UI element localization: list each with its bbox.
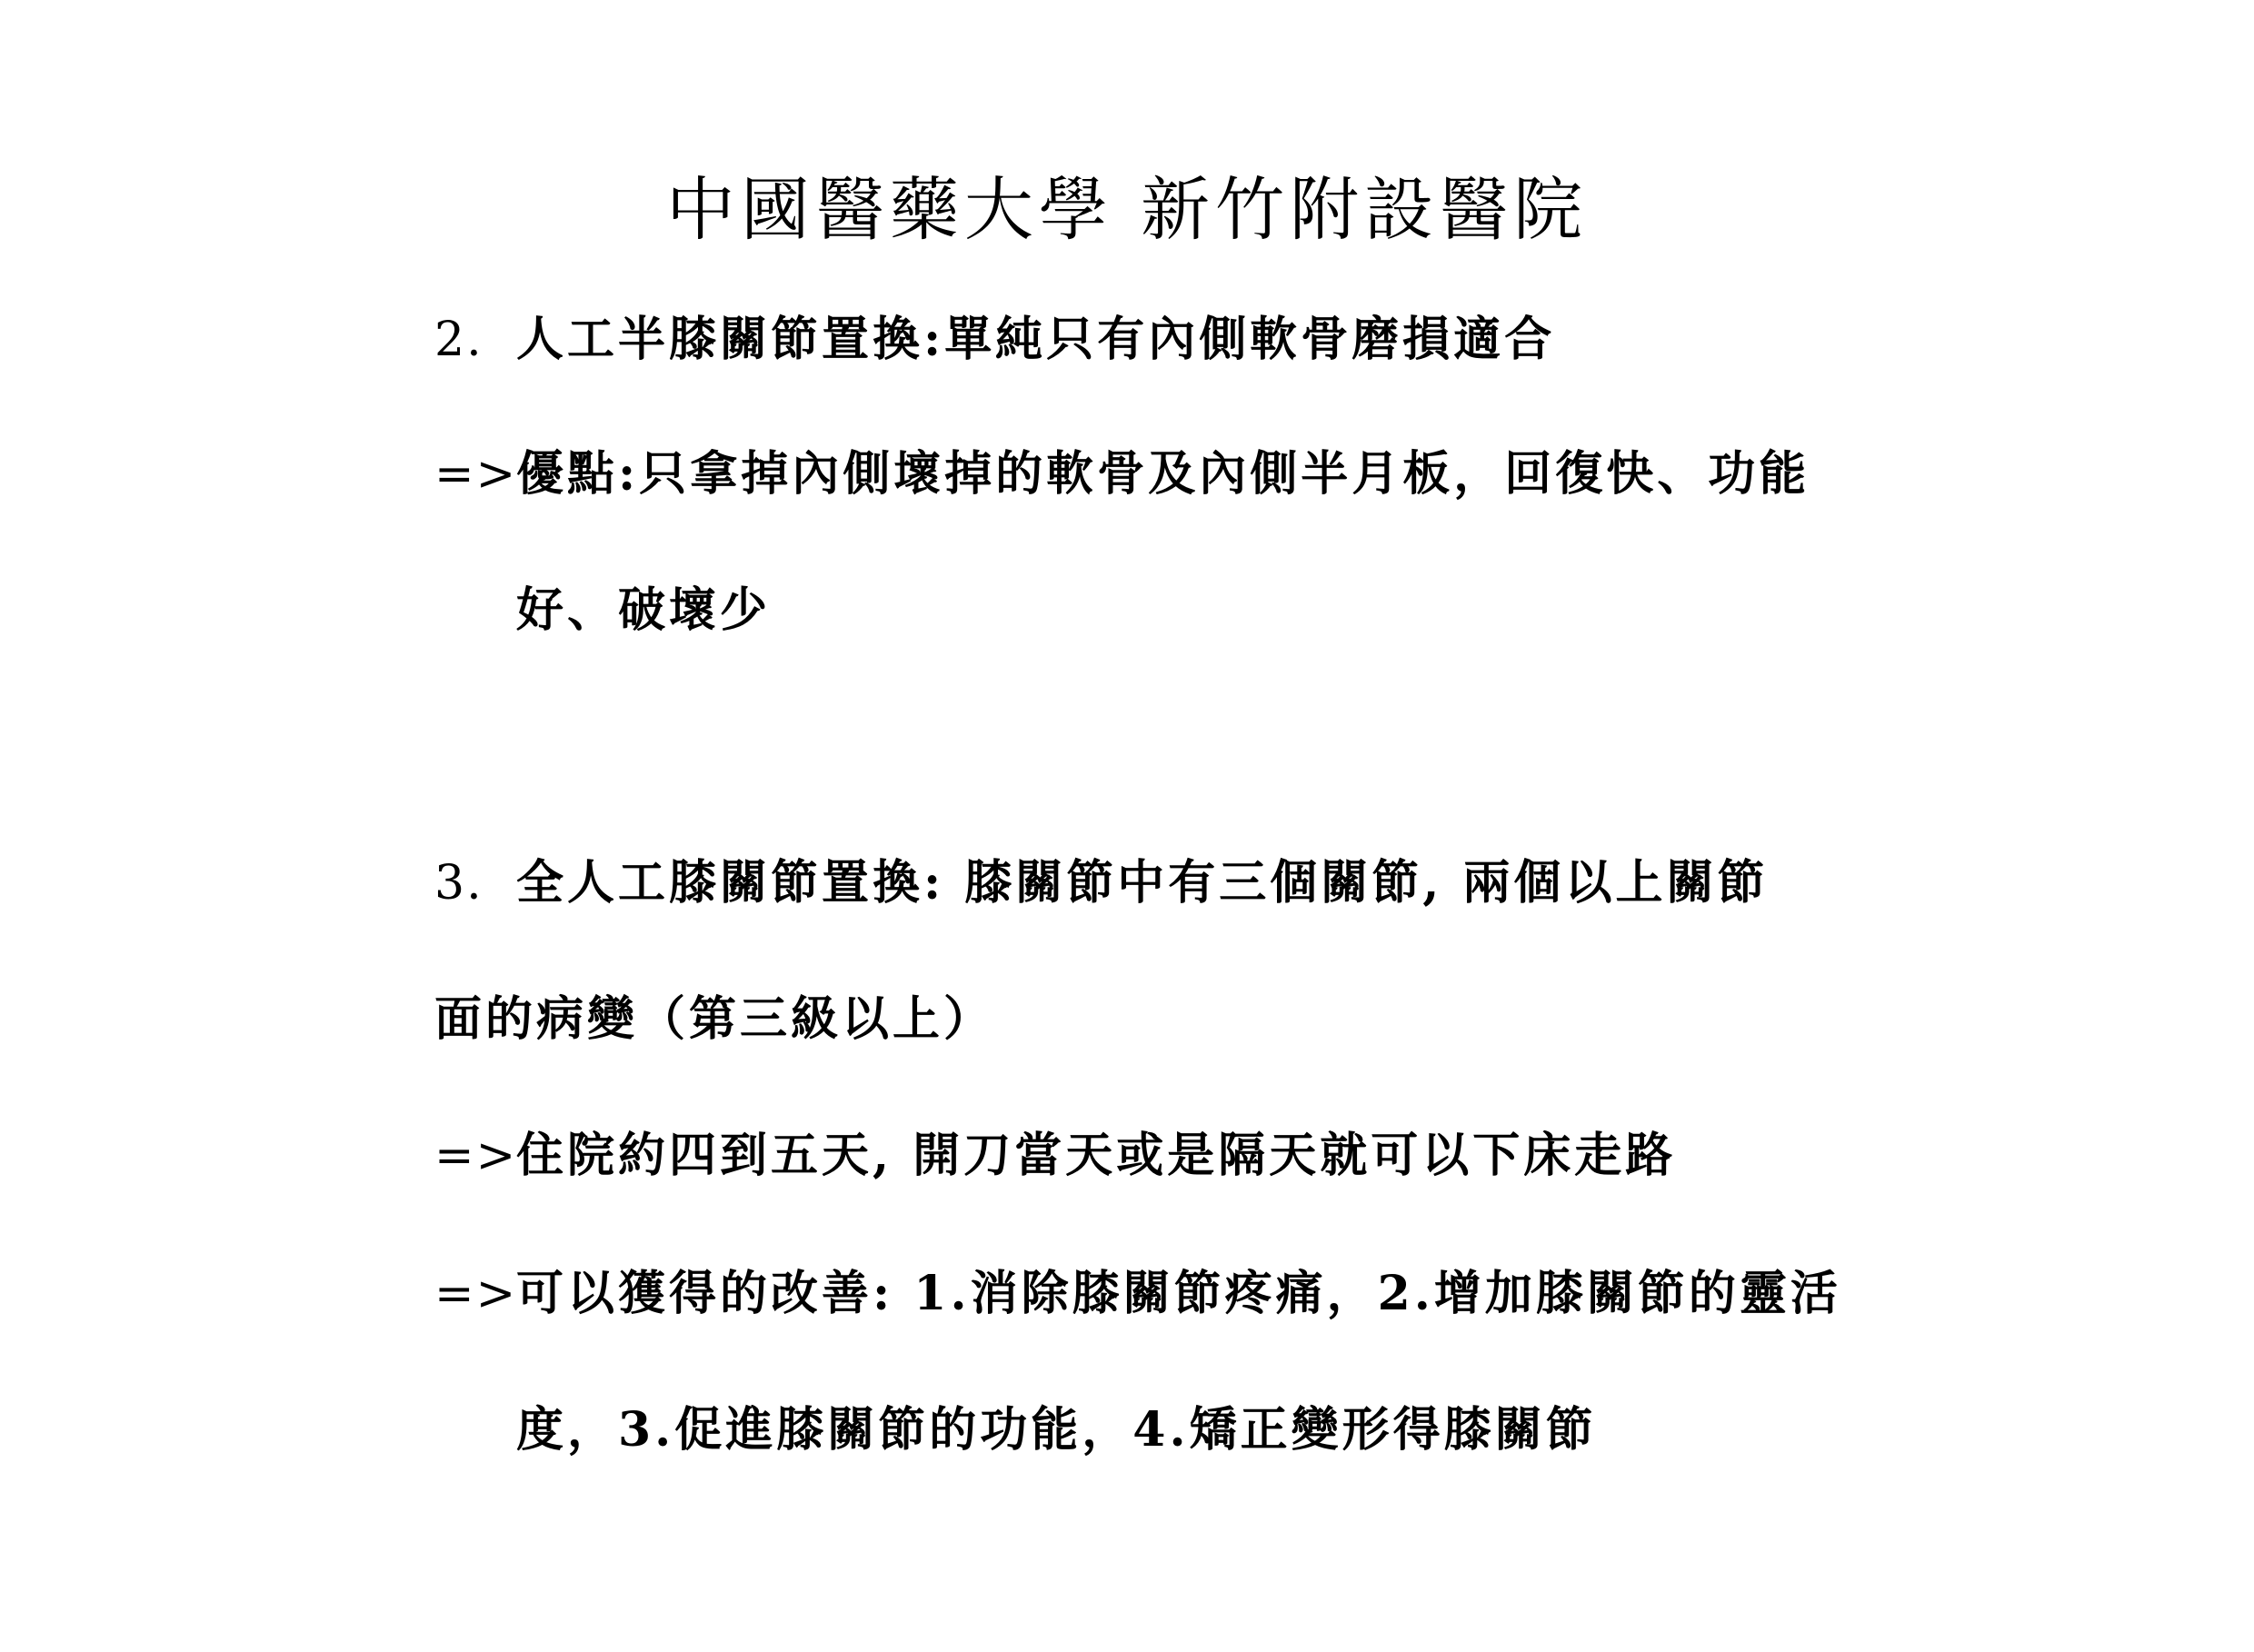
list-item-continuation [516,582,771,640]
item-text: 全人工膝關節置換: 膝關節中有三個關節, 兩個以上關節 [516,855,1769,911]
arrow-marker: => [434,447,518,502]
item-text: 優點:只拿掉內側壞掉的軟骨及內側半月板，回復快、功能 [516,446,1810,502]
page-title: 中國醫藥大學 新竹附設醫院 [665,169,1589,250]
item-text: 人工半膝關節置換:單純只有內側軟骨磨損適合 [516,312,1556,367]
item-marker: 3. [434,856,484,911]
list-item [434,854,1769,912]
item-text: 好、破壞少 [516,582,772,638]
list-item [434,445,1810,503]
item-text: 住院約四到五天, 開刀當天或是隔天就可以下床走路 [516,1128,1677,1183]
list-item [434,1265,1841,1323]
item-text: 度，3.促進膝關節的功能，4.矯正變形得膝關節 [516,1402,1597,1458]
list-item-continuation [434,990,994,1049]
item-text: 面的病變（第三級以上） [434,991,995,1047]
list-item-continuation [516,1401,1597,1459]
item-text: 可以獲得的改善: 1.消除膝關節疼痛，2.增加膝關節的靈活 [516,1266,1841,1321]
item-marker: 2. [434,313,484,367]
list-item [434,1127,1676,1185]
list-item [434,311,1555,369]
arrow-marker: => [434,1267,518,1321]
arrow-marker: => [434,1129,518,1183]
